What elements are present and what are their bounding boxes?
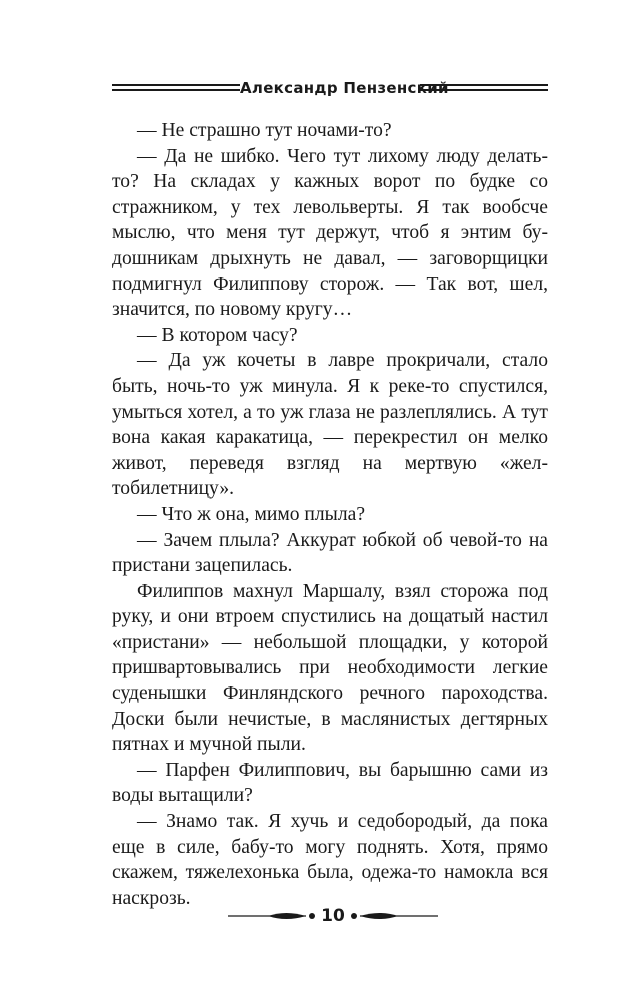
paragraph: — Зачем плыла? Аккурат юбкой об чевой-то на пристани зацепилась. xyxy=(112,529,548,577)
paragraph: — В котором часу? xyxy=(137,324,298,346)
paragraph: — Знамо так. Я хучь и седобородый, да пока еще в силе, бабу-то могу поднять. Хотя, прямо скажем, тяжелехонька была, одежа-то намокла вся наскрозь. xyxy=(112,811,548,909)
paragraph: — Да не шибко. Чего тут лихому люду делать-то? На складах у кажных ворот по будке со стражником, у тех левольверты. Я так вообсче мыслю, что меня тут держут, чтоб я энтим будошникам дрыхнуть не давал, — заговорщицки подмигнул Филиппову сторож. — Так вот, шел, значится, по новому кругу… xyxy=(112,145,548,321)
paragraph: — Что ж она, мимо плыла? xyxy=(137,503,366,525)
header-rule-right xyxy=(420,84,548,91)
paragraph: — Парфен Филиппович, вы барышню сами из воды вытащили? xyxy=(112,759,548,807)
paragraph: Филиппов махнул Маршалу, взял сторожа под руку, и они втроем спустились на дощатый настил «пристани» — небольшой площадки, у которой пришвартовывались при необходимости легкие суденышки Финляндского речного пароходства. Доски были нечистые, в маслянистых дегтярных пятнах и мучной пыли. xyxy=(112,580,548,756)
paragraph: — Да уж кочеты в лавре прокричали, стало быть, ночь-то уж минула. Я к реке-то спустился, умыться хотел, а то уж глаза не разлеплялись. А тут вона какая каракатица, — перекрестил он мелко живот, переведя взгляд на мертвую «желтобилетницу». xyxy=(112,350,548,500)
running-title: Александр Пензенский xyxy=(240,79,449,97)
body-text xyxy=(112,118,548,911)
header-rule-left xyxy=(112,84,240,91)
running-header xyxy=(112,76,548,102)
paragraph: — Не страшно тут ночами-то? xyxy=(137,120,392,141)
page-number: 10 xyxy=(321,906,345,926)
page-footer xyxy=(228,904,438,928)
